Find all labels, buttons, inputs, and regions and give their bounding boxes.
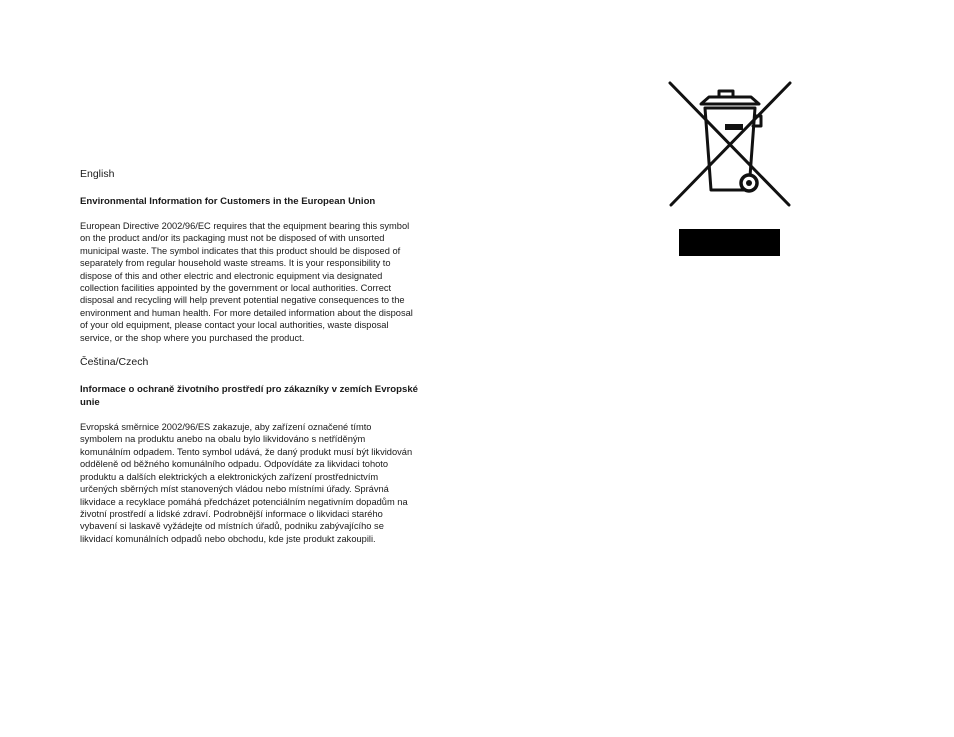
body-line: environment and human health. For more detailed information about the disposal <box>80 307 413 318</box>
body-line: produktu a dalších elektrických a elektronických zařízení prostřednictvím <box>80 471 379 482</box>
body-english <box>80 220 460 344</box>
body-line: symbolem na produktu anebo na obalu bylo likvidováno s netříděným <box>80 434 366 445</box>
body-line: of your old equipment, please contact your local authorities, waste disposal <box>80 320 389 331</box>
body-line: komunálním odpadem. Tento symbol udává, že daný produkt musí být likvidován <box>80 446 413 457</box>
body-line: Evropská směrnice 2002/96/ES zakazuje, aby zařízení označené tímto <box>80 422 372 433</box>
text-column <box>80 168 460 557</box>
body-line: municipal waste. The symbol indicates that this product should be disposed of <box>80 245 401 256</box>
body-line: likvidací komunálních odpadů nebo obchodu, kde jste produkt zakoupili. <box>80 533 376 544</box>
heading-line: unie <box>80 397 100 409</box>
body-line: likvidace a recyklace pomáhá předcházet potenciálním negativním dopadům na <box>80 496 408 507</box>
body-line: vybavení si laskavě vyžádejte od místních úřadů, podniku zabývajícího se <box>80 521 384 532</box>
heading-czech <box>80 383 460 409</box>
crossed-out-wheeled-bin-icon <box>665 80 795 210</box>
body-line: životní prostředí a lidské zdraví. Podrobnější informace o likvidaci starého <box>80 508 383 519</box>
body-line: disposal and recycling will help prevent potential negative consequences to the <box>80 295 405 306</box>
body-line: určených sběrných míst stanovených vládou nebo místními úřady. Správná <box>80 484 389 495</box>
section-english <box>80 168 460 344</box>
body-line: European Directive 2002/96/EC requires that the equipment bearing this symbol <box>80 221 410 231</box>
body-line: service, or the shop where you purchased the product. <box>80 332 305 343</box>
body-line: dispose of this and other electric and electronic equipment via designated <box>80 270 383 281</box>
body-line: separately from regular household waste streams. It is your responsibility to <box>80 258 391 269</box>
body-czech <box>80 421 460 545</box>
body-line: odděleně od běžného komunálního odpadu. Odpovídáte za likvidaci tohoto <box>80 459 389 470</box>
body-line: collection facilities appointed by the government or local authorities. Correct <box>80 283 392 294</box>
black-bar-mark <box>679 229 780 256</box>
body-line: on the product and/or its packaging must not be disposed of with unsorted <box>80 233 385 244</box>
heading-line: Informace o ochraně životního prostředí pro zákazníky v zemích Evropské <box>80 384 419 396</box>
heading-english: Environmental Information for Customers in the European Union <box>80 196 376 207</box>
section-czech <box>80 356 460 545</box>
language-label-czech: Čeština/Czech <box>80 356 149 369</box>
language-label-english: English <box>80 168 115 180</box>
